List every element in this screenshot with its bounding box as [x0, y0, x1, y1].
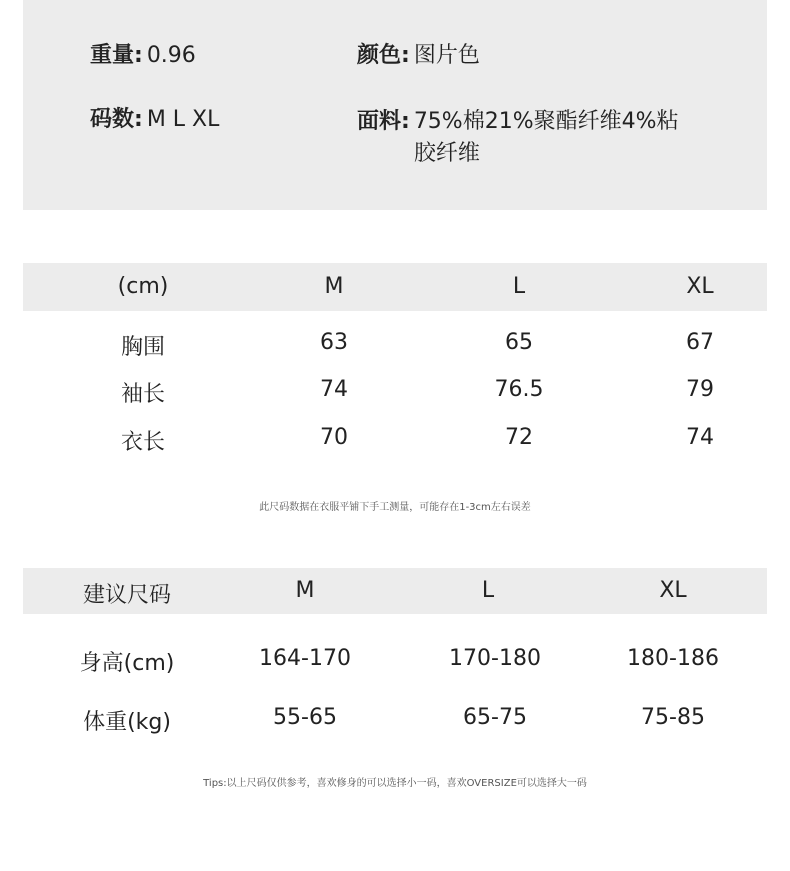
row-label-chest: 胸围: [120, 335, 166, 360]
measurement-header-row: [23, 263, 767, 311]
weight-label: 重量:: [90, 43, 143, 68]
recommendation-header-m: M: [295, 578, 315, 603]
table-cell: 55-65: [273, 705, 337, 730]
table-cell: 67: [686, 330, 714, 355]
table-cell: 65: [505, 330, 533, 355]
table-cell: 74: [320, 377, 348, 402]
color-value: 图片色: [413, 43, 480, 68]
weight-value: 0.96: [146, 43, 196, 68]
sizes-value: M L XL: [146, 107, 220, 132]
fabric-label: 面料:: [357, 109, 410, 134]
row-label-sleeve: 袖长: [120, 382, 166, 407]
table-row: [23, 377, 767, 409]
measurement-note: 此尺码数据在衣服平铺下手工测量，可能存在1-3cm左右误差: [259, 502, 531, 513]
recommendation-header-l: L: [481, 578, 495, 603]
table-cell: 70: [320, 425, 348, 450]
row-label-weight: 体重(kg): [83, 710, 171, 735]
fabric-field: [357, 106, 694, 170]
table-cell: 74: [686, 425, 714, 450]
color-label: 颜色:: [357, 43, 410, 68]
table-cell: 164-170: [259, 646, 351, 671]
table-cell: 76.5: [494, 377, 544, 402]
table-cell: 79: [686, 377, 714, 402]
table-cell: 65-75: [463, 705, 527, 730]
table-cell: 170-180: [449, 646, 541, 671]
table-row: [23, 646, 767, 678]
sizes-label: 码数:: [90, 107, 143, 132]
measurement-header-xl: XL: [686, 274, 714, 299]
table-row: [23, 425, 767, 457]
row-label-length: 衣长: [120, 430, 166, 455]
table-cell: 180-186: [627, 646, 719, 671]
recommendation-header-xl: XL: [659, 578, 687, 603]
color-field: [357, 40, 480, 72]
table-row: [23, 330, 767, 362]
table-cell: 63: [320, 330, 348, 355]
row-label-height: 身高(cm): [79, 651, 175, 676]
measurement-header-unit: (cm): [117, 274, 169, 299]
sizes-field: [90, 104, 219, 136]
table-cell: 72: [505, 425, 533, 450]
table-row: [23, 705, 767, 737]
table-cell: 75-85: [641, 705, 705, 730]
recommendation-header-row: [23, 568, 767, 614]
weight-field: [90, 40, 196, 72]
product-info-panel: [23, 0, 767, 210]
fabric-value: 75%棉21%聚酯纤维4%粘胶纤维: [413, 109, 679, 166]
measurement-header-l: L: [512, 274, 526, 299]
size-tips: Tips:以上尺码仅供参考，喜欢修身的可以选择小一码，喜欢OVERSIZE可以选择大一码: [203, 778, 587, 789]
measurement-header-m: M: [324, 274, 344, 299]
recommendation-header-label: 建议尺码: [82, 583, 172, 608]
